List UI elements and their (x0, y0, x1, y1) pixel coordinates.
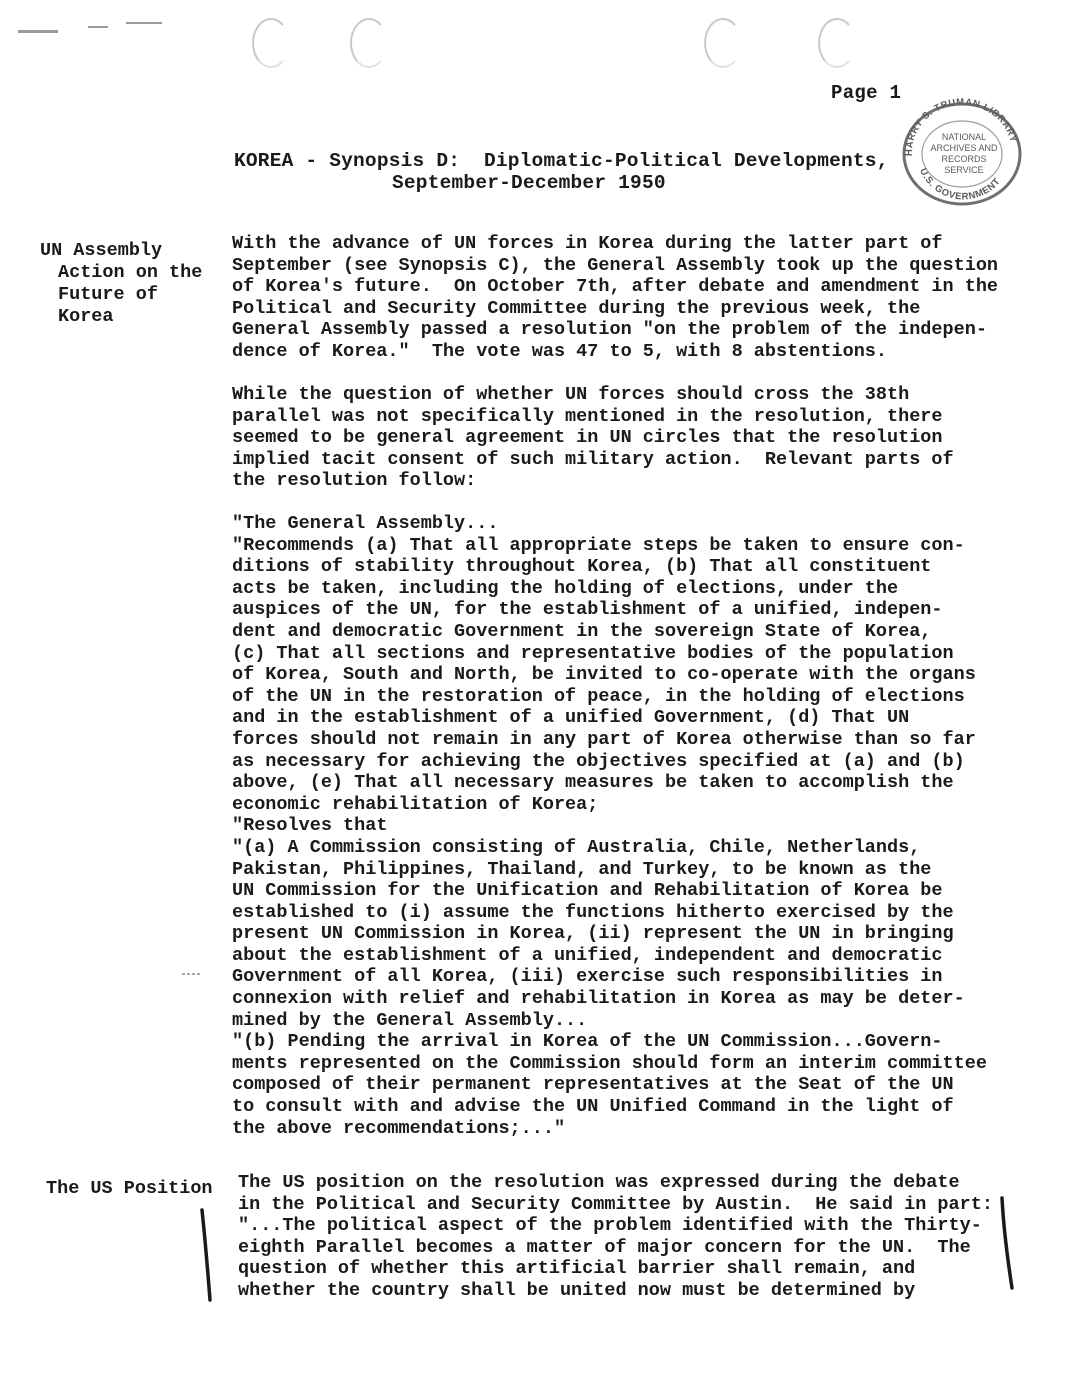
punch-hole (818, 18, 856, 68)
section-heading-un-assembly: UN Assembly Action on the Future of Korea (40, 240, 203, 327)
stamp-arc-top: HARRY S. TRUMAN LIBRARY (903, 96, 1019, 157)
document-subtitle: September-December 1950 (392, 172, 666, 194)
margin-bracket-right-icon (996, 1196, 1020, 1292)
scan-speck (18, 30, 58, 33)
stamp-arc-bottom: U.S. GOVERNMENT (917, 166, 1003, 203)
scan-speck (88, 26, 108, 28)
stamp-line: NATIONAL (941, 132, 987, 142)
punch-hole (252, 18, 290, 68)
page-number: Page 1 (831, 82, 902, 104)
punch-hole (350, 18, 388, 68)
margin-tick-icon (180, 968, 202, 980)
paragraph: While the question of whether UN forces should cross the 38th parallel was not specifically mentioned in the resolution, there seemed to be general agreement in UN circles that the resolution implied tacit consent of such military action. Relevant parts of the resolution follow: (232, 384, 954, 492)
resolution-quote: "The General Assembly... "Recommends (a) That all appropriate steps be taken to ensure con- ditions of stability throughout Korea, (b) That all constituent acts be taken, including the holding of elections, under the auspices of the UN, for the establishment of a unified, indepen- dent and democratic Government in the sovereign State of Korea, (c) That all sections and representative bodies of the population of Korea, South and North, be invited to co-operate with the organs of the UN in the restoration of peace, in the holding of elections and in the establishment of a unified Government, (d) That UN forces should not remain in any part of Korea otherwise than so far as necessary for achieving the objectives specified at (a) and (b) above, (e) That all necessary measures be taken to accomplish the economic rehabilitation of Korea; "Resolves that "(a) A Commission consisting of Australia, Chile, Netherlands, Pakistan, Philippines, Thailand, and Turkey, to be known as the UN Commission for the Unification and Rehabilitation of Korea be established to (i) assume the functions hitherto exercised by the present UN Commission in Korea, (ii) represent the UN in bringing about the establishment of a unified, independent and democratic Government of all Korea, (iii) exercise such responsibilities in connexion with relief and rehabilitation in Korea as may be deter- mined by the General Assembly... "(b) Pending the arrival in Korea of the UN Commission...Govern- ments represented on the Commission should form an interim committee composed of their permanent representatives at the Seat of the UN to consult with and advise the UN Unified Command in the light of the above recommendations;..." (232, 513, 987, 1139)
margin-bracket-left-icon (196, 1208, 220, 1304)
paragraph: With the advance of UN forces in Korea during the latter part of September (see Synopsis C), the General Assembly took up the question of Korea's future. On October 7th, after debate and amendment in the Political and Security Committee during the previous week, the General Assembly passed a resolution "on the problem of the indepen- dence of Korea." The vote was 47 to 5, with 8 abstentions. (232, 233, 999, 362)
stamp-line: ARCHIVES AND (930, 143, 998, 153)
archives-stamp-icon (898, 96, 1024, 208)
section-heading-us-position: The US Position (46, 1178, 213, 1199)
document-title: KOREA - Synopsis D: Diplomatic-Political Developments, (234, 150, 889, 172)
punch-hole (704, 18, 742, 68)
stamp-line: RECORDS (941, 154, 987, 164)
paragraph: The US position on the resolution was expressed during the debate in the Political and Security Committee by Austin. He said in part: "...The political aspect of the problem identified with the Thirty- eighth Parallel becomes a matter of major concern for the UN. The question of whether this artificial barrier shall remain, and whether the country shall be united now must be determined by (238, 1172, 993, 1301)
scan-speck (126, 22, 162, 24)
stamp-line: SERVICE (944, 165, 984, 175)
